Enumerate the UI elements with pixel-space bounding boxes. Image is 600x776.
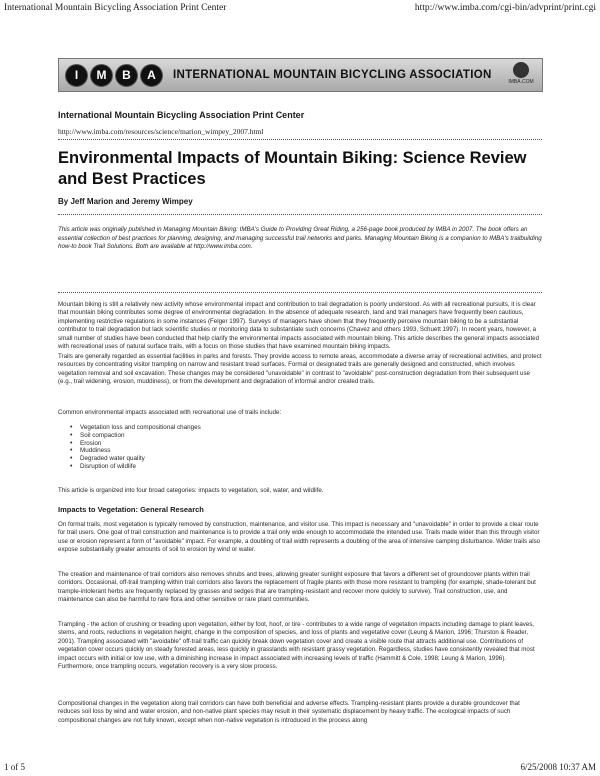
intro-note: This article was originally published in Managing Mountain Biking: IMBA's Guide to Providing Great Riding, a 256-page book produced by IMBA in 2007. The book offers an essential collection of best practices for planning, designing, and managing successful trail networks and parks. Managing Mountain Biking is a companion to IMBA's trailbuilding how-to book Trail Solutions. Both are available at http://www.imba.com. <box>58 226 542 250</box>
divider <box>58 214 542 215</box>
paragraph-composition: Compositional changes in the vegetation along trail corridors can have both beneficial and adverse effects. Trampling-resistant plants provide a durable groundcover that reduces soil loss by wind and water erosion, and non-native plant species may result in their systematic displacement by heavy traffic. The ecological impacts of such compositional changes are not fully known, except when non-native vegetation is introduced in the process along <box>58 700 520 724</box>
mini-logo-icon <box>513 62 529 78</box>
page-number: 1 of 5 <box>4 762 25 772</box>
list-intro: Common environmental impacts associated with recreational use of trails include: <box>58 409 282 416</box>
impact-list <box>70 424 201 471</box>
logo-letter: I <box>65 64 88 87</box>
banner-site-mark <box>506 62 536 88</box>
divider <box>58 139 542 140</box>
banner-site-url: IMBA.COM <box>508 79 534 85</box>
list-item: • Muddiness <box>70 447 201 455</box>
imba-logo <box>65 64 163 87</box>
source-url[interactable]: http://www.imba.com/resources/science/marion_wimpey_2007.html <box>58 127 264 136</box>
article-authors: By Jeff Marion and Jeremy Wimpey <box>58 197 193 206</box>
divider <box>58 292 542 293</box>
list-item: • Vegetation loss and compositional changes <box>70 424 201 432</box>
paragraph-intro: Mountain biking is still a relatively new activity whose environmental impact and contribution to trail degradation is poorly understood. As with all recreational pursuits, it is clear that mountain biking contributes some degree of environmental degradation. In the absence of adequate research, land and trail managers have frequently been cautious, implementing restrictive regulations in some instances (Felger 1997). Surveys of managers have shown that they frequently perceive mountain biking to be a substantial contributor to trail degradation but lack scientific studies or monitoring data to substantiate such concerns (Chavez and others 1993, Schuett 1997). In recent years, however, a small number of studies have been conducted that help clarify the environmental impacts associated with mountain biking. This article describes the general impacts associated with recreational uses of natural surface trails, with a focus on those studies that have examined mountain biking impacts. <box>58 301 540 351</box>
logo-letter: A <box>140 64 163 87</box>
logo-letter: M <box>90 64 113 87</box>
paragraph-vegetation: On formal trails, most vegetation is typically removed by construction, maintenance, and visitor use. This impact is necessary and "unavoidable" in order to provide a clear route for trail users. One goal of trail construction and maintenance is to provide a trail only wide enough to accommodate the intended use. Trails made wider than this through visitor use or erosion represent a form of "avoidable" impact. For example, a doubling of trail width represents a doubling of the area of intensive camping disturbance. Wider trails also expose substantially greater amounts of soil to erosion by wind or water. <box>58 521 541 554</box>
list-outro: This article is organized into four broad categories: impacts to vegetation, soil, water, and wildlife. <box>58 487 324 494</box>
logo-letter: B <box>115 64 138 87</box>
paragraph-trails: Trails are generally regarded as essential facilities in parks and forests. They provide access to remote areas, accommodate a diverse array of recreational activities, and protect resources by concentrating visitor trampling on narrow and resistant tread surfaces. Formal or designated trails are generally designed and constructed, which involves vegetation removal and soil excavation. These changes may be considered "unavoidable" in contrast to "avoidable" post-construction degradation from their subsequent use (e.g., trail widening, erosion, muddiness), or from the development and degradation of informal and/or created trails. <box>58 353 542 386</box>
browser-header-title: International Mountain Bicycling Association Print Center <box>4 3 227 13</box>
print-timestamp: 6/25/2008 10:37 AM <box>520 762 596 772</box>
browser-header-url: http://www.imba.com/cgi-bin/advprint/print.cgi <box>414 3 596 13</box>
imba-banner <box>58 58 543 92</box>
list-item: • Disruption of wildlife <box>70 463 201 471</box>
list-item: • Degraded water quality <box>70 455 201 463</box>
paragraph-corridors: The creation and maintenance of trail corridors also removes shrubs and trees, allowing greater sunlight exposure that favors a different set of groundcover plants within trail corridors. Occasional, off-trail trampling within trail corridors also favors the replacement of fragile plants with those more resistant to trampling (for example, shade-tolerant but trample-intolerant herbs are frequently replaced by grasses and sedges that are trampling-resistant and recover more quickly to survive). Trail construction, use, and maintenance can also be harmful to rare flora and other sensitive or rare plant communities. <box>58 571 536 604</box>
paragraph-trampling: Trampling - the action of crushing or treading upon vegetation, either by foot, hoof, or tire - contributes to a wide range of vegetation impacts including damage to plant leaves, stems, and roots, reductions in vegetation height, change in the composition of species, and loss of plants and vegetative cover (Leung & Marion, 1996; Thurston & Reader, 2001). Trampling associated with "avoidable" off-trail traffic can quickly break down vegetation cover and create a visible route that attracts additional use. Contributions of vegetation cover occurs quickly on steady forested areas, less quickly in grasslands with resistant grassy vegetation. Regardless, studies have consistently revealed that most impact occurs with initial or low use, with a diminishing increase in impact associated with increasing levels of traffic (Hammitt & Cole, 1998; Leung & Marion, 1996). Furthermore, once trampling occurs, vegetation recovery is a very slow process. <box>58 621 535 671</box>
print-center-label: International Mountain Bicycling Association Print Center <box>58 110 305 120</box>
list-item: • Erosion <box>70 440 201 448</box>
banner-org-name: INTERNATIONAL MOUNTAIN BICYCLING ASSOCIATION <box>173 69 492 81</box>
section-heading: Impacts to Vegetation: General Research <box>58 505 204 514</box>
list-item: • Soil compaction <box>70 432 201 440</box>
article-title: Environmental Impacts of Mountain Biking: Science Review and Best Practices <box>58 149 527 188</box>
